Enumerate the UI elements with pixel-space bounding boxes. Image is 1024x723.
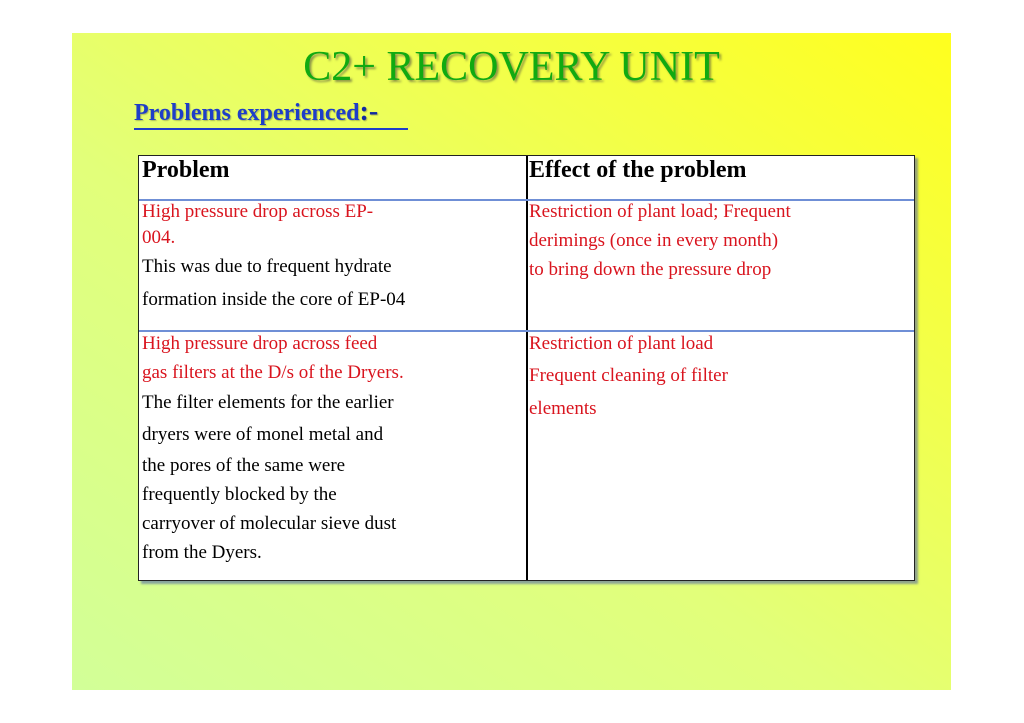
row2-problem-cell <box>142 330 522 568</box>
row1-effect-cell <box>529 198 911 284</box>
header-problem: Problem <box>142 157 230 183</box>
row2-problem-line: High pressure drop across feed <box>142 333 378 354</box>
row1-problem-line: 004. <box>142 227 176 248</box>
column-divider <box>526 156 528 580</box>
row2-problem-line: carryover of molecular sieve dust <box>142 513 397 534</box>
row2-effect-line: Restriction of plant load <box>529 333 714 354</box>
slide <box>72 33 951 690</box>
row2-problem-line: gas filters at the D/s of the Dryers. <box>142 362 404 383</box>
subtitle-suffix: :- <box>359 96 379 127</box>
row1-effect-line: to bring down the pressure drop <box>529 259 772 280</box>
row1-problem-line: This was due to frequent hydrate <box>142 256 392 277</box>
row2-problem-line: from the Dyers. <box>142 542 262 563</box>
header-effect: Effect of the problem <box>529 157 747 183</box>
row2-problem-line: frequently blocked by the <box>142 484 337 505</box>
row2-effect-cell <box>529 330 911 424</box>
row1-problem-cell <box>142 198 522 316</box>
row2-effect-line: elements <box>529 398 597 419</box>
row2-problem-line: the pores of the same were <box>142 455 346 476</box>
row2-effect-line: Frequent cleaning of filter <box>529 365 728 386</box>
row1-problem-line: formation inside the core of EP-04 <box>142 289 406 310</box>
row1-problem-line: High pressure drop across EP- <box>142 201 374 222</box>
problems-table <box>138 155 915 581</box>
subtitle-text: Problems experienced <box>134 100 360 126</box>
slide-title: C2+ RECOVERY UNIT <box>303 44 720 90</box>
slide-subtitle <box>134 97 408 130</box>
row1-effect-line: Restriction of plant load; Frequent <box>529 201 791 222</box>
row2-problem-line: dryers were of monel metal and <box>142 424 384 445</box>
row1-effect-line: derimings (once in every month) <box>529 230 779 251</box>
row2-problem-line: The filter elements for the earlier <box>142 392 394 413</box>
